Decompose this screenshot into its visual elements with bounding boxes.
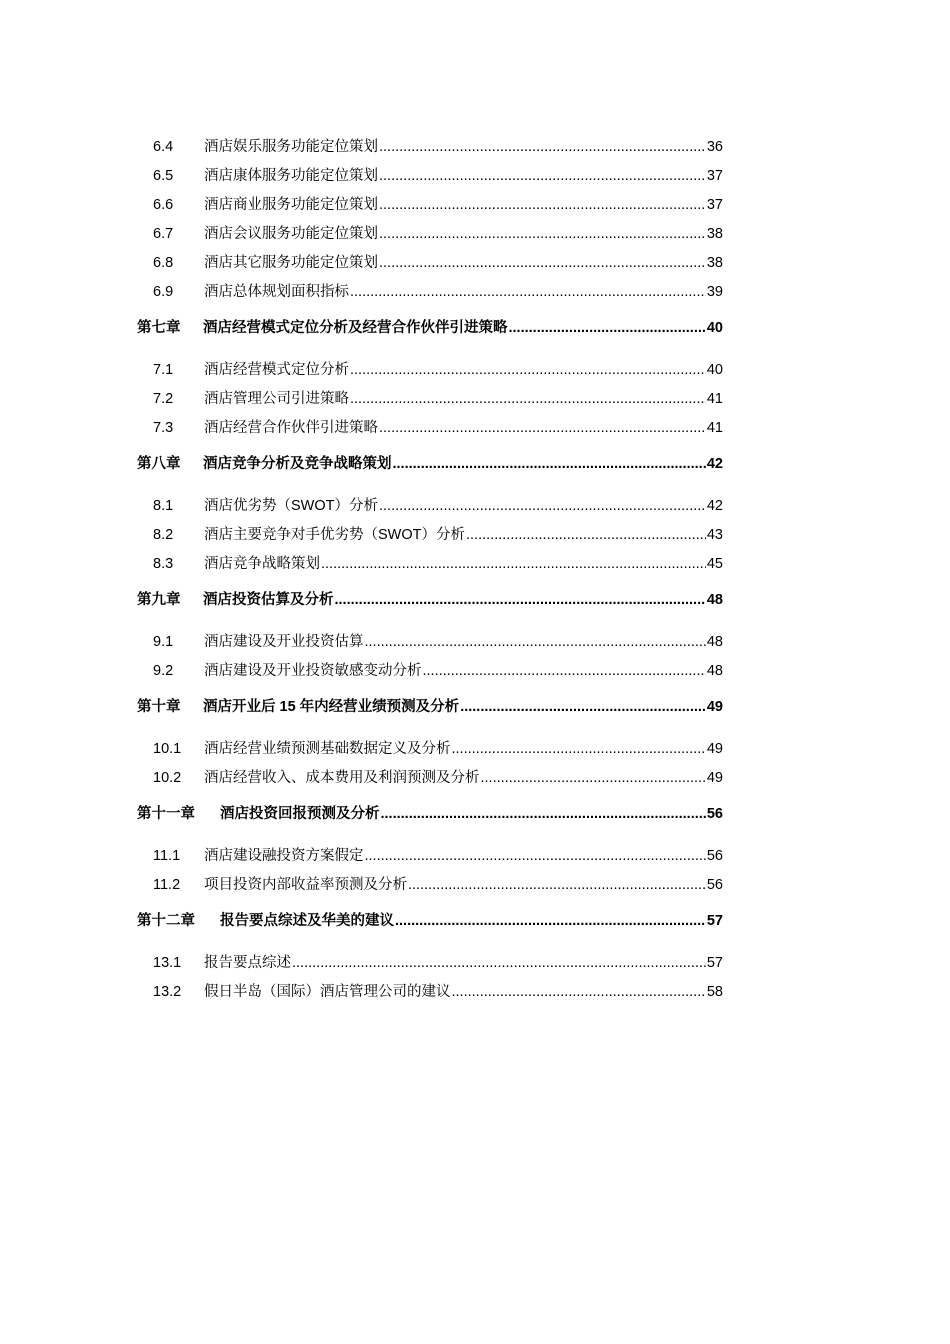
page-number: 38 xyxy=(706,226,723,242)
chapter-title: 酒店经营模式定位分析及经营合作伙伴引进策略 xyxy=(203,320,508,336)
section-title: 酒店建设融投资方案假定 xyxy=(204,848,364,864)
section-title: 项目投资内部收益率预测及分析 xyxy=(204,877,407,893)
toc-entry[interactable] xyxy=(137,385,723,414)
section-title: 酒店经营模式定位分析 xyxy=(204,362,349,378)
section-number: 13.1 xyxy=(153,955,182,971)
toc-entry[interactable] xyxy=(137,550,723,579)
toc-entry[interactable] xyxy=(137,949,723,978)
dot-leader xyxy=(379,220,706,249)
toc-entry[interactable] xyxy=(137,133,723,162)
section-title: 酒店总体规划面积指标 xyxy=(204,284,349,300)
toc-chapter-entry[interactable] xyxy=(137,688,723,727)
page-number: 48 xyxy=(706,663,723,679)
toc-entry[interactable] xyxy=(137,764,723,793)
section-number: 6.8 xyxy=(153,255,174,271)
section-title: 假日半岛（国际）酒店管理公司的建议 xyxy=(204,984,451,1000)
page-number: 41 xyxy=(706,420,723,436)
page-number: 42 xyxy=(706,498,723,514)
section-title: 酒店娱乐服务功能定位策划 xyxy=(204,139,378,155)
section-number: 10.1 xyxy=(153,741,182,757)
section-title: 酒店经营业绩预测基础数据定义及分析 xyxy=(204,741,451,757)
toc-entry[interactable] xyxy=(137,657,723,686)
page-number: 48 xyxy=(706,634,723,650)
section-number: 6.5 xyxy=(153,168,174,184)
section-title: 酒店主要竞争对手优劣势（SWOT）分析 xyxy=(204,527,465,543)
section-title: 酒店会议服务功能定位策划 xyxy=(204,226,378,242)
section-number: 6.9 xyxy=(153,284,174,300)
page-number: 41 xyxy=(706,391,723,407)
section-number: 6.4 xyxy=(153,139,174,155)
toc-chapter-entry[interactable] xyxy=(137,902,723,941)
page-number: 38 xyxy=(706,255,723,271)
page-number: 39 xyxy=(706,284,723,300)
toc-entry[interactable] xyxy=(137,842,723,871)
section-title: 酒店建设及开业投资估算 xyxy=(204,634,364,650)
section-number: 9.1 xyxy=(153,634,174,650)
section-number: 6.7 xyxy=(153,226,174,242)
dot-leader xyxy=(393,445,706,484)
section-number: 11.2 xyxy=(153,877,181,893)
page-number: 57 xyxy=(706,913,723,929)
dot-leader xyxy=(460,688,706,727)
page-number: 58 xyxy=(706,984,723,1000)
dot-leader xyxy=(466,521,706,550)
chapter-number: 第十一章 xyxy=(137,806,195,822)
dot-leader xyxy=(452,735,706,764)
dot-leader xyxy=(408,871,706,900)
section-title: 酒店康体服务功能定位策划 xyxy=(204,168,378,184)
section-title: 酒店经营收入、成本费用及利润预测及分析 xyxy=(204,770,480,786)
chapter-number: 第九章 xyxy=(137,592,181,608)
toc-entry[interactable] xyxy=(137,521,723,550)
chapter-number: 第七章 xyxy=(137,320,181,336)
dot-leader xyxy=(379,162,706,191)
dot-leader xyxy=(379,191,706,220)
chapter-title: 酒店开业后 15 年内经营业绩预测及分析 xyxy=(203,699,460,715)
toc-entry[interactable] xyxy=(137,249,723,278)
chapter-number: 第十二章 xyxy=(137,913,195,929)
toc-entry[interactable] xyxy=(137,162,723,191)
page-number: 36 xyxy=(706,139,723,155)
page-number: 42 xyxy=(706,456,723,472)
chapter-title: 酒店投资估算及分析 xyxy=(203,592,334,608)
section-number: 7.1 xyxy=(153,362,174,378)
table-of-contents xyxy=(137,133,723,1007)
dot-leader xyxy=(481,764,706,793)
page-number: 49 xyxy=(706,770,723,786)
chapter-number: 第十章 xyxy=(137,699,181,715)
toc-entry[interactable] xyxy=(137,356,723,385)
dot-leader xyxy=(379,133,706,162)
section-title: 酒店商业服务功能定位策划 xyxy=(204,197,378,213)
section-title: 酒店优劣势（SWOT）分析 xyxy=(204,498,378,514)
dot-leader xyxy=(379,249,706,278)
section-number: 13.2 xyxy=(153,984,182,1000)
section-title: 酒店其它服务功能定位策划 xyxy=(204,255,378,271)
page-number: 56 xyxy=(706,877,723,893)
page-number: 43 xyxy=(706,527,723,543)
chapter-title: 报告要点综述及华美的建议 xyxy=(220,913,394,929)
page-number: 40 xyxy=(706,362,723,378)
dot-leader xyxy=(365,628,706,657)
toc-chapter-entry[interactable] xyxy=(137,445,723,484)
section-number: 7.2 xyxy=(153,391,174,407)
toc-entry[interactable] xyxy=(137,628,723,657)
dot-leader xyxy=(395,902,706,941)
toc-chapter-entry[interactable] xyxy=(137,309,723,348)
dot-leader xyxy=(452,978,706,1007)
page-number: 40 xyxy=(706,320,723,336)
chapter-title: 酒店投资回报预测及分析 xyxy=(220,806,380,822)
section-number: 8.2 xyxy=(153,527,174,543)
dot-leader xyxy=(350,278,706,307)
section-number: 6.6 xyxy=(153,197,174,213)
section-title: 报告要点综述 xyxy=(204,955,291,971)
dot-leader xyxy=(292,949,706,978)
dot-leader xyxy=(350,356,706,385)
toc-entry[interactable] xyxy=(137,220,723,249)
page-number: 57 xyxy=(706,955,723,971)
chapter-title: 酒店竞争分析及竞争战略策划 xyxy=(203,456,392,472)
page-number: 49 xyxy=(706,741,723,757)
dot-leader xyxy=(379,492,706,521)
section-number: 8.1 xyxy=(153,498,174,514)
page-number: 37 xyxy=(706,197,723,213)
page-number: 45 xyxy=(706,556,723,572)
toc-chapter-entry[interactable] xyxy=(137,795,723,834)
toc-entry[interactable] xyxy=(137,978,723,1007)
toc-entry[interactable] xyxy=(137,191,723,220)
chapter-number: 第八章 xyxy=(137,456,181,472)
section-title: 酒店竞争战略策划 xyxy=(204,556,320,572)
page-number: 49 xyxy=(706,699,723,715)
toc-entry[interactable] xyxy=(137,492,723,521)
dot-leader xyxy=(335,581,706,620)
dot-leader xyxy=(379,414,706,443)
page-number: 56 xyxy=(706,806,723,822)
toc-entry[interactable] xyxy=(137,871,723,900)
section-title: 酒店经营合作伙伴引进策略 xyxy=(204,420,378,436)
dot-leader xyxy=(350,385,706,414)
section-number: 11.1 xyxy=(153,848,181,864)
toc-entry[interactable] xyxy=(137,735,723,764)
dot-leader xyxy=(509,309,706,348)
page-number: 56 xyxy=(706,848,723,864)
section-number: 8.3 xyxy=(153,556,174,572)
section-number: 7.3 xyxy=(153,420,174,436)
dot-leader xyxy=(321,550,706,579)
toc-entry[interactable] xyxy=(137,278,723,307)
dot-leader xyxy=(423,657,706,686)
section-number: 10.2 xyxy=(153,770,182,786)
dot-leader xyxy=(381,795,706,834)
page-number: 37 xyxy=(706,168,723,184)
toc-chapter-entry[interactable] xyxy=(137,581,723,620)
toc-entry[interactable] xyxy=(137,414,723,443)
dot-leader xyxy=(365,842,706,871)
page-number: 48 xyxy=(706,592,723,608)
section-number: 9.2 xyxy=(153,663,174,679)
section-title: 酒店建设及开业投资敏感变动分析 xyxy=(204,663,422,679)
section-title: 酒店管理公司引进策略 xyxy=(204,391,349,407)
